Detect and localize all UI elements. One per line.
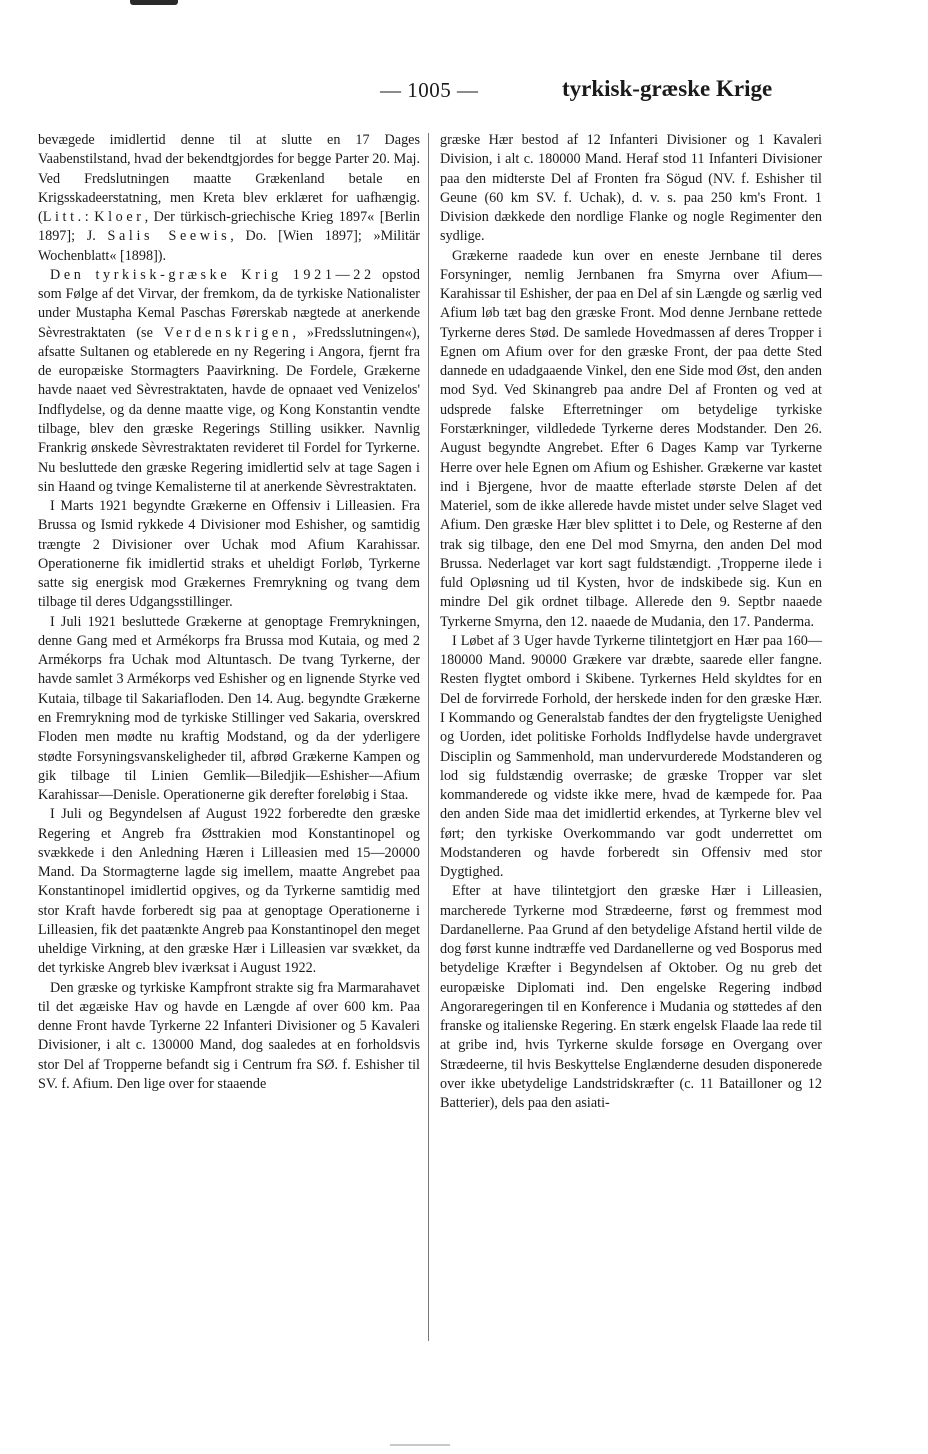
scan-artifact-mark [130,0,178,5]
paragraph: Den tyrkisk-græske Krig 1921—22 opstod som Følge af det Virvar, der fremkom, da de tyrkiske Nationalister under Mustapha Kemal Paschas Førerskab nægtede at anerkende Sèvrestraktaten (se Verdenskrigen, »Fredsslutningen«), afsatte Sultanen og etablerede en ny Regering i Angora, fjernt fra de europæiske Stormagters Paavirkning. De Fordele, Grækerne havde naaet ved Sèvrestraktaten, havde de opnaaet ved Venizelos' Indflydelse, og da denne maatte vige, og Kong Konstantin vendte tilbage, blev den græske Regerings Stilling usikker. Navnlig Frankrig ønskede Sèvrestraktaten revideret til Fordel for Tyrkerne. Nu besluttede den græske Regering imidlertid selv at tage Sagen i sin Haand og tvinge Kemalisterne til at anerkende Sèvrestraktaten. [38,266,420,495]
paragraph: bevægede imidlertid denne til at slutte en 17 Dages Vaabenstilstand, hvad der bekendtgjordes for begge Parter 20. Maj. Ved Fredslutningen maatte Grækenland betale en Krigsskadeerstatning, men Kreta blev erklæret for uafhængig. (Litt.: Kloer, Der türkisch-griechische Krieg 1897« [Berlin 1897]; J. Salis Seewis, Do. [Wien 1897]; »Militär Wochenblatt« [1898]). [38,132,420,264]
author-kloer: Kloer [94,209,145,226]
paragraph: I Juli 1921 besluttede Grækerne at genoptage Fremrykningen, denne Gang med et Armékorps fra Brussa mod Kutaia, og med 2 Armékorps fra Uchak mod Altuntasch. De tvang Tyrkerne, der havde samlet 3 Armékorps ved Eshisher og en lignende Styrke ved Kutaia, tilbage til Sakariafloden. Den 14. Aug. begyndte Grækerne en Fremrykning mod de tyrkiske Stillinger ved Sakaria, overskred Floden men mødte nu kraftig Modstand, og da der yderligere stødte Forsyningsvanskeligheder til, afbrød Grækerne Kampen og gik tilbage til Linien Gemlik—Biledjik—Eshisher—Afium Karahissar—Denisle. Operationerne gik derefter foreløbig i Staa. [38,613,420,804]
paragraph: Grækerne raadede kun over en eneste Jernbane til deres Forsyninger, nemlig Jernbanen fra Smyrna over Afium—Karahissar til Eshisher, der paa en Del af sin Længde og særlig ved Afium løb tæt bag den græske Front. Mod denne Jernbane rettede Tyrkerne deres Stød. De samlede Hovedmassen af deres Tropper i Egnen om Afium over for den græske Front, der paa dette Sted dannede en udadgaaende Vinkel, den ene Side mod Øst, den anden mod Syd. Ved Skinangreb paa andre Del af Fronten og ved at udsprede falske Efterretninger om betydelige tyrkiske Forstærkninger, vildledede Tyrkerne deres Modstander. Den 26. August begyndte Angrebet. Efter 6 Dages Kamp var Tyrkerne Herre over hele Egnen om Afium og Eshisher. Grækerne var kastet ind i Bjergene, hvor de maatte efterlade største Delen af det Materiel, som de ikke allerede havde mistet under selve Slaget ved Afium. Den græske Hær blev splittet i to Dele, og Resterne af den trak sig tilbage, den ene Del mod Smyrna, den anden Del mod Brussa. Nederlaget var kort sagt fuldstændigt. ,Tropperne ilede i fuld Opløsning ud til Kysten, hvor de indskibede sig. Kun en mindre Del gik ordnet tilbage. Allerede den 9. Septbr naaede Tyrkerne Smyrna, den 12. naaede de Mudania, den 17. Panderma. [440,247,822,630]
paragraph: I Marts 1921 begyndte Grækerne en Offensiv i Lilleasien. Fra Brussa og Ismid rykkede 4 Divisioner mod Eshisher, og samtidig trængte 2 Divisioner over Uchak mod Afium Karahissar. Operationerne fik imidlertid straks et uheldigt Forløb, Tyrkerne satte sig energisk mod Grækernes Fremrykning og tvang dem tilbage til deres Udgangsstillinger. [38,498,420,611]
paragraph: I Juli og Begyndelsen af August 1922 forberedte den græske Regering et Angreb fra Østtrakien mod Konstantinopel og svækkede i den Anledning Hæren i Lilleasien med 15—20000 Mand. Da Stormagterne lagde sig imellem, maatte Angrebet paa Konstantinopel imidlertid opgives, og da Tyrkerne samtidig med stor Kraft havde forberedt sig paa at genoptage Operationerne i Lilleasien, fik det paatænkte Angreb paa Konstantinopel den meget uheldige Virkning, at den græske Hær i Lilleasien var svækket, da det tyrkiske Angreb blev iværksat i August 1922. [38,806,420,977]
page-header [0,76,928,110]
litt-label: Litt. [42,209,85,226]
author-salis: Salis Seewis [107,228,231,245]
scan-artifact-bottom [390,1444,450,1446]
paragraph: Den græske og tyrkiske Kampfront strakte sig fra Marmarahavet til det ægæiske Hav og havde en Længde af over 600 km. Paa denne Front havde Tyrkerne 22 Infanteri Divisioner og 5 Kavaleri Divisioner, i alt c. 130000 Mand, dog saaledes at en forholdsvis stor Del af Tropperne befandt sig i Centrum fra SØ. f. Eshisher til SV. f. Afium. Den lige over for staaende [38,979,420,1093]
paragraph: græske Hær bestod af 12 Infanteri Divisioner og 1 Kavaleri Division, i alt c. 180000 Mand. Heraf stod 11 Infanteri Divisioner paa den midterste Del af Fronten fra Sögud (NV. f. Eshisher til Geune (60 km SV. f. Uchak), d. v. s. paa 250 km's Front. 1 Division dækkede den nordlige Flanke og nogle Regimenter den sydlige. [440,132,822,245]
page-number: — 1005 — [380,78,479,102]
running-title: tyrkisk-græske Krige [562,76,773,101]
column-rule [428,133,429,1341]
cross-reference: Verdenskrigen [163,324,293,341]
section-heading: Den tyrkisk-græske Krig 1921—22 [50,266,375,283]
left-column [38,131,420,1094]
paragraph: Efter at have tilintetgjort den græske Hær i Lilleasien, marcherede Tyrkerne mod Strædeerne, først og fremmest mod Dardanellerne. Paa Grund af den betydelige Afstand hertil vilde de dog først kunne indtræffe ved Dardanellerne og ved Bosporus med betydelige Kræfter i Begyndelsen af Oktober. Og nu greb det europæiske Diplomati ind. Den engelske Regering indbød Angoraregeringen til en Konference i Mudania og støttedes af den franske og italienske Regering. En stærk engelsk Flaade laa rede til at gribe ind, hvis Tyrkerne skulde forsøge en Overgang over Strædeerne, til hvis Beskyttelse Englænderne desuden disponerede over ikke ubetydelige Landstridskræfter (c. 11 Batailloner og 12 Batterier), dels paa den asiati- [440,883,822,1112]
right-column [440,131,822,1114]
paragraph: I Løbet af 3 Uger havde Tyrkerne tilintetgjort en Hær paa 160—180000 Mand. 90000 Grækere var dræbte, saarede eller fangne. Resten flygtet ombord i Skibene. Tyrkernes Held skyldtes for en Del de forvirrede Forhold, der herskede inden for den græske Hær. I Kommando og Generalstab fandtes der den frygteligste Uenighed og Uorden, idet politiske Forholds Indflydelse havde undergravet Disciplin og Sammenhold, man undervurderede Modstanderen og lod sig fuldstændig overraske; de græske Tropper var slet kommanderede og vidste ikke mere, hvad de kæmpede for. Paa den anden Side maa det imidlertid erkendes, at Tyrkerne blev vel ført; den tyrkiske Overkommando var godt underrettet om Modstanderen og havde forberedt sin Offensiv med stor Dygtighed. [440,632,822,881]
